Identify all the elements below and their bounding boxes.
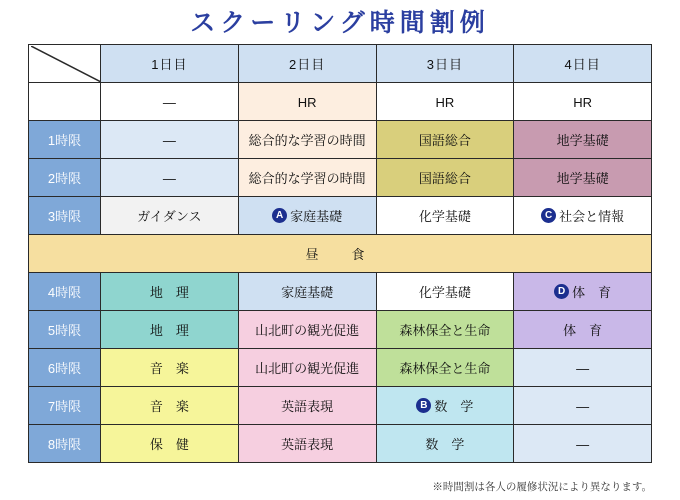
schedule-cell-label: — (576, 360, 590, 376)
schedule-cell (238, 273, 376, 311)
schedule-cell (101, 425, 239, 463)
schedule-cell (376, 159, 514, 197)
schedule-cell (101, 83, 239, 121)
period-label: 8時限 (29, 425, 101, 463)
column-header-day-3: 3日目 (376, 45, 514, 83)
schedule-cell-label: 音 楽 (149, 361, 189, 376)
timetable-wrapper (28, 44, 652, 463)
table-row (29, 121, 652, 159)
column-header-day-1: 1日目 (101, 45, 239, 83)
marker-badge-icon: D (554, 284, 569, 299)
period-label: 7時限 (29, 387, 101, 425)
schedule-cell-label: HR (573, 94, 593, 110)
marker-badge-icon: B (416, 398, 431, 413)
schedule-cell-label: 体 育 (572, 285, 612, 300)
table-row (29, 83, 652, 121)
schedule-cell (101, 121, 239, 159)
table-row (29, 159, 652, 197)
schedule-cell-label: 家庭基礎 (281, 285, 334, 300)
marker-badge-icon: A (272, 208, 287, 223)
schedule-cell-label: 数 学 (425, 437, 465, 452)
schedule-cell-label: 山北町の観光促進 (255, 323, 360, 338)
table-row (29, 387, 652, 425)
schedule-cell (101, 387, 239, 425)
schedule-cell (514, 83, 652, 121)
column-header-day-2: 2日目 (238, 45, 376, 83)
schedule-cell (101, 197, 239, 235)
schedule-cell (376, 387, 514, 425)
schedule-cell-label: 英語表現 (281, 437, 334, 452)
schedule-cell (514, 273, 652, 311)
schedule-cell (376, 121, 514, 159)
schedule-cell-label: — (162, 132, 176, 148)
schedule-cell-label: 英語表現 (281, 399, 334, 414)
table-row (29, 425, 652, 463)
column-header-day-4: 4日目 (514, 45, 652, 83)
schedule-cell-label: — (162, 170, 176, 186)
schedule-cell (238, 159, 376, 197)
schedule-cell-label: 地学基礎 (556, 133, 609, 148)
schedule-cell (376, 197, 514, 235)
period-label: 4時限 (29, 273, 101, 311)
schedule-cell-label: 体 育 (563, 323, 603, 338)
period-label-empty (29, 83, 101, 121)
schedule-cell-label: 国語総合 (418, 171, 471, 186)
schedule-cell-label: HR (297, 94, 317, 110)
period-label: 3時限 (29, 197, 101, 235)
schedule-cell-label: 化学基礎 (418, 209, 471, 224)
period-label: 1時限 (29, 121, 101, 159)
table-row (29, 273, 652, 311)
period-label: 5時限 (29, 311, 101, 349)
lunch-row (29, 235, 652, 273)
schedule-cell (101, 273, 239, 311)
schedule-cell-label: 化学基礎 (418, 285, 471, 300)
schedule-cell (514, 349, 652, 387)
schedule-cell-label: — (576, 398, 590, 414)
schedule-cell-label: — (576, 436, 590, 452)
schedule-cell-label: 総合的な学習の時間 (248, 171, 366, 186)
table-row (29, 311, 652, 349)
table-row (29, 197, 652, 235)
schedule-cell (238, 197, 376, 235)
schedule-cell (376, 349, 514, 387)
corner-cell-diagonal (29, 45, 101, 83)
schedule-cell-label: 数 学 (434, 399, 474, 414)
table-header-row (29, 45, 652, 83)
schedule-cell-label: 家庭基礎 (290, 209, 343, 224)
period-label: 2時限 (29, 159, 101, 197)
schedule-cell-label: HR (435, 94, 455, 110)
schedule-cell-label: 地 理 (149, 285, 189, 300)
schedule-cell (376, 273, 514, 311)
schedule-cell (514, 387, 652, 425)
schedule-cell (101, 159, 239, 197)
schedule-cell-label: 保 健 (149, 437, 189, 452)
schedule-cell (101, 349, 239, 387)
schedule-cell (376, 83, 514, 121)
schedule-cell-label: 地 理 (149, 323, 189, 338)
schedule-cell (238, 387, 376, 425)
schedule-cell (101, 311, 239, 349)
schedule-cell-label: 音 楽 (149, 399, 189, 414)
schedule-cell (238, 121, 376, 159)
schedule-cell-label: — (162, 94, 176, 110)
schedule-cell-label: ガイダンス (137, 209, 202, 224)
schedule-cell-label: 社会と情報 (559, 209, 625, 224)
schedule-cell-label: 森林保全と生命 (399, 323, 491, 338)
schedule-cell (514, 425, 652, 463)
schedule-cell-label: 総合的な学習の時間 (248, 133, 366, 148)
schedule-cell (238, 349, 376, 387)
marker-badge-icon: C (541, 208, 556, 223)
lunch-label: 昼 食 (29, 235, 652, 273)
schedule-cell (238, 83, 376, 121)
schedule-cell-label: 山北町の観光促進 (255, 361, 360, 376)
period-label: 6時限 (29, 349, 101, 387)
timetable (28, 44, 652, 463)
schedule-cell-label: 国語総合 (418, 133, 471, 148)
schedule-cell (514, 197, 652, 235)
schedule-cell (238, 311, 376, 349)
schedule-cell-label: 森林保全と生命 (399, 361, 491, 376)
table-row (29, 349, 652, 387)
schedule-cell (514, 121, 652, 159)
schedule-cell (514, 311, 652, 349)
schedule-cell-label: 地学基礎 (556, 171, 609, 186)
footnote: ※時間割は各人の履修状況により異なります。 (432, 481, 652, 493)
schedule-cell (514, 159, 652, 197)
schedule-cell (238, 425, 376, 463)
schedule-cell (376, 425, 514, 463)
page-title: スクーリング時間割例 (190, 9, 490, 37)
schedule-cell (376, 311, 514, 349)
